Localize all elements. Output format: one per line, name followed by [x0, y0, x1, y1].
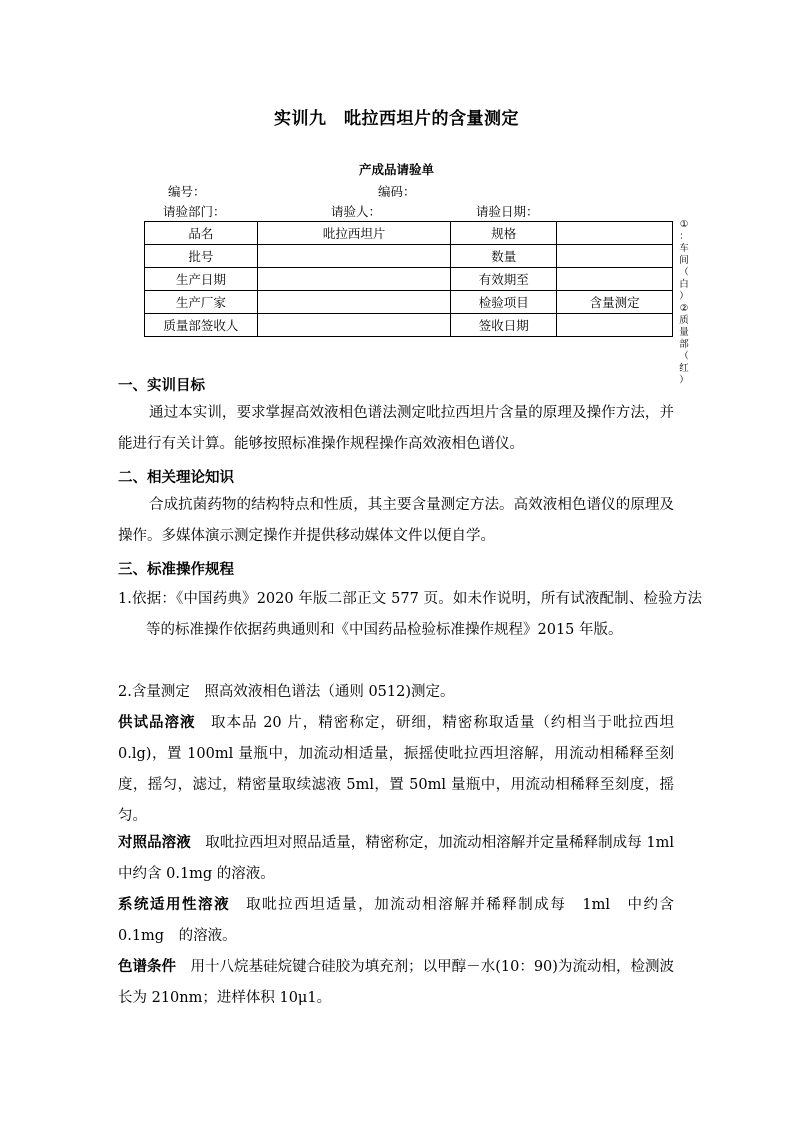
table-row	[145, 222, 673, 245]
system-suitability-text: 取吡拉西坦适量，加流动相溶解并稀释制成每 1ml 中约含 0.1mg 的溶液。	[118, 897, 674, 944]
cell-label: 签收日期	[451, 314, 557, 337]
section-paragraph: 合成抗菌药物的结构特点和性质，其主要含量测定方法。高效液相色谱仪的原理及操作。多媒体演示测定操作并提供移动媒体文件以便自学。	[118, 497, 674, 544]
section-heading: 一、实训目标	[118, 378, 205, 394]
cell-label: 生产日期	[145, 268, 258, 291]
table-row	[145, 245, 673, 268]
request-form-table	[144, 221, 673, 337]
cell-label: 数量	[451, 245, 557, 268]
test-solution-paragraph	[118, 708, 674, 832]
test-solution-label: 供试品溶液	[118, 715, 196, 731]
procedure-item: 2.含量测定 照高效液相色谱法（通则 0512)测定。	[118, 684, 455, 700]
reference-solution-paragraph	[118, 828, 674, 890]
page-title: 实训九 吡拉西坦片的含量测定	[274, 109, 519, 129]
chromatography-label: 色谱条件	[118, 959, 177, 975]
section-paragraph: 通过本实训，要求掌握高效液相色谱法测定吡拉西坦片含量的原理及操作方法，并能进行有关计算。能够按照标准操作规程操作高效液相色谱仪。	[118, 405, 674, 452]
test-solution-text: 取本品 20 片，精密称定，研细，精密称取适量（约相当于吡拉西坦 0.lg)，置 100ml 量瓶中，加流动相适量，振摇使吡拉西坦溶解，用流动相稀释至刻度，摇匀，滤过，精密量取续滤液 5ml，置 50ml 量瓶中，用流动相稀释至刻度，摇匀。	[118, 715, 674, 824]
cell-label: 质量部签收人	[145, 314, 258, 337]
section-heading: 二、相关理论知识	[118, 470, 234, 486]
cell-label: 品名	[145, 222, 258, 245]
cell-label: 规格	[451, 222, 557, 245]
cell-value	[557, 245, 673, 268]
table-row	[145, 268, 673, 291]
cell-value	[257, 291, 451, 314]
cell-value	[557, 268, 673, 291]
requester-label: 请验人：	[331, 204, 382, 219]
cell-value: 吡拉西坦片	[257, 222, 451, 245]
cell-label: 批号	[145, 245, 258, 268]
cell-label: 生产厂家	[145, 291, 258, 314]
cell-value	[557, 222, 673, 245]
cell-value	[557, 314, 673, 337]
section-heading: 三、标准操作规程	[118, 562, 234, 578]
cell-value	[257, 314, 451, 337]
cell-label: 有效期至	[451, 268, 557, 291]
date-label: 请验日期：	[476, 204, 539, 219]
number-label: 编号：	[168, 184, 206, 199]
reference-solution-label: 对照品溶液	[118, 835, 191, 851]
cell-value	[257, 268, 451, 291]
code-label: 编码：	[378, 184, 416, 199]
procedure-item: 1.依据：《中国药典》2020 年版二部正文 577 页。如未作说明，所有试液配制、检验方法等的标准操作依据药典通则和《中国药品检验标准操作规程》2015 年版。	[118, 591, 702, 638]
system-suitability-paragraph	[118, 890, 674, 952]
cell-value	[257, 245, 451, 268]
chromatography-text: 用十八烷基硅烷键合硅胶为填充剂；以甲醇－水(10：90)为流动相，检测波长为 210nm；进样体积 10μ1。	[118, 959, 674, 1006]
system-suitability-label: 系统适用性溶液	[118, 897, 231, 913]
reference-solution-text: 取吡拉西坦对照品适量，精密称定，加流动相溶解并定量稀释制成每 1ml 中约含 0.1mg 的溶液。	[118, 835, 675, 882]
table-row	[145, 314, 673, 337]
cell-value: 含量测定	[557, 291, 673, 314]
table-row	[145, 291, 673, 314]
copy-distribution-note: ① ： 车 间 （ 白 ） ② 质 量 部 （ 红 ）	[679, 219, 689, 386]
form-title: 产成品请验单	[358, 162, 434, 177]
chromatography-paragraph	[118, 952, 674, 1014]
cell-label: 检验项目	[451, 291, 557, 314]
dept-label: 请验部门：	[163, 204, 226, 219]
